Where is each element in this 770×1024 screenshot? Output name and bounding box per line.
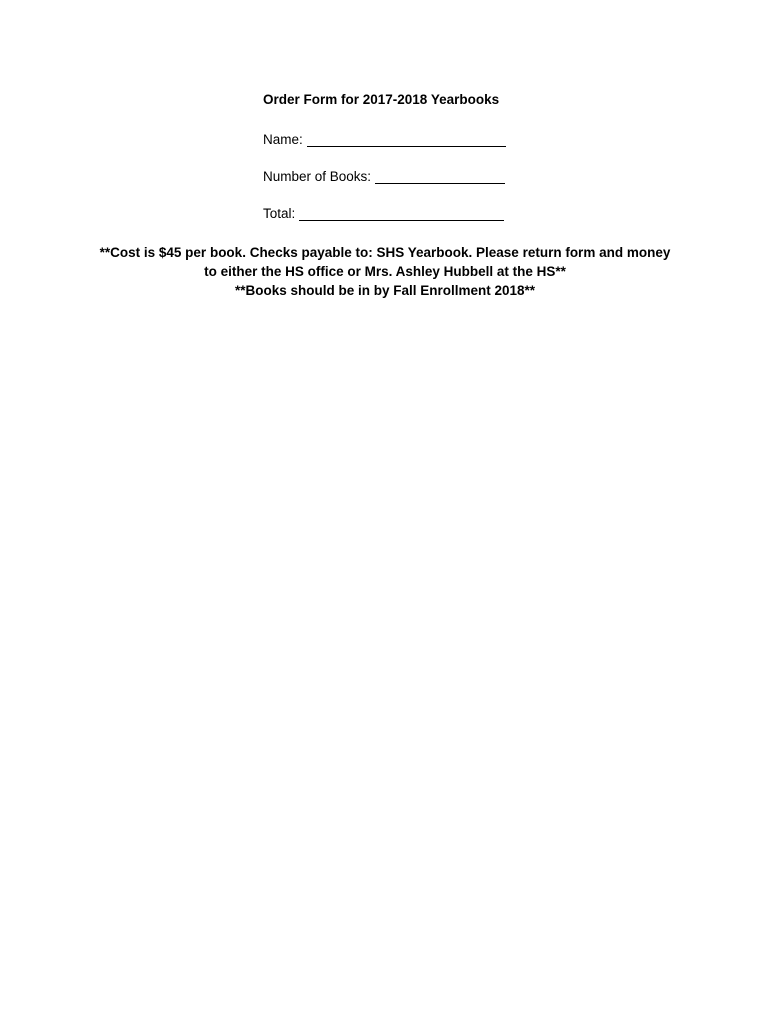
total-blank-line[interactable] [299, 206, 504, 221]
number-of-books-field [263, 169, 505, 184]
order-notes [40, 243, 730, 300]
deadline-note: **Books should be in by Fall Enrollment 2018** [234, 283, 536, 298]
name-blank-line[interactable] [307, 132, 506, 147]
total-label: Total: [263, 206, 296, 221]
cost-note-line-2: to either the HS office or Mrs. Ashley Hubbell at the HS** [204, 264, 566, 279]
number-of-books-blank-line[interactable] [375, 169, 505, 184]
number-of-books-label: Number of Books: [263, 169, 372, 184]
page-title: Order Form for 2017-2018 Yearbooks [263, 92, 500, 107]
cost-note-line-1: **Cost is $45 per book. Checks payable to: SHS Yearbook. Please return form and money [99, 245, 671, 260]
name-label: Name: [263, 132, 303, 147]
name-field [263, 132, 506, 147]
total-field [263, 206, 504, 221]
